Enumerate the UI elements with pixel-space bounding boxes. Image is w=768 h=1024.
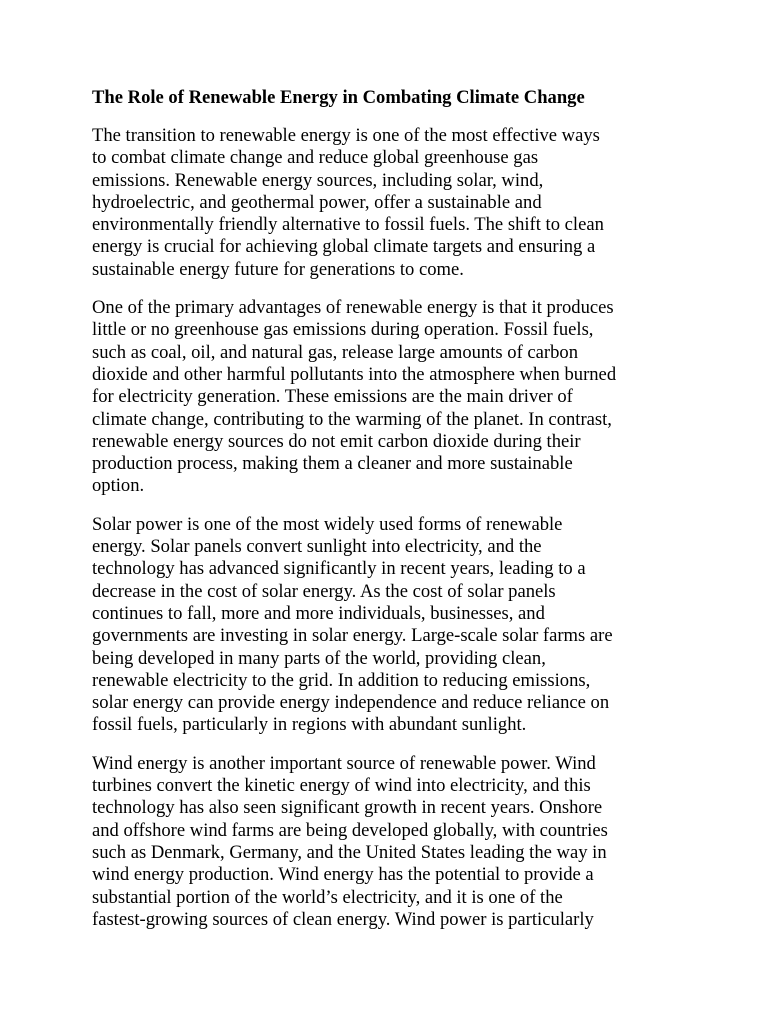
text-line: continues to fall, more and more individuals, businesses, and [92, 602, 545, 624]
text-line: being developed in many parts of the world, providing clean, [92, 647, 546, 669]
text-line: substantial portion of the world’s electricity, and it is one of the [92, 886, 563, 908]
text-line: little or no greenhouse gas emissions during operation. Fossil fuels, [92, 319, 594, 341]
document-body [92, 86, 682, 947]
paragraph-advantages [92, 297, 682, 498]
text-line: such as coal, oil, and natural gas, release large amounts of carbon [92, 341, 579, 363]
text-line: One of the primary advantages of renewable energy is that it produces [92, 297, 614, 319]
document-title: The Role of Renewable Energy in Combating Climate Change [92, 87, 585, 108]
text-line: decrease in the cost of solar energy. As the cost of solar panels [92, 580, 556, 602]
text-line: Wind energy is another important source of renewable power. Wind [92, 752, 596, 774]
text-line: production process, making them a cleaner and more sustainable [92, 453, 573, 475]
text-line: and offshore wind farms are being developed globally, with countries [92, 819, 608, 841]
text-line: fossil fuels, particularly in regions with abundant sunlight. [92, 714, 527, 736]
text-line: technology has advanced significantly in recent years, leading to a [92, 558, 586, 580]
text-line: technology has also seen significant growth in recent years. Onshore [92, 797, 603, 819]
text-line: The transition to renewable energy is one of the most effective ways [92, 125, 600, 146]
text-line: renewable energy sources do not emit carbon dioxide during their [92, 430, 581, 452]
text-line: Solar power is one of the most widely used forms of renewable [92, 513, 563, 535]
text-line: governments are investing in solar energy. Large-scale solar farms are [92, 625, 613, 647]
paragraph-wind [92, 753, 682, 931]
text-line: solar energy can provide energy independence and reduce reliance on [92, 692, 610, 714]
text-line: hydroelectric, and geothermal power, offer a sustainable and [92, 191, 542, 213]
text-line: energy. Solar panels convert sunlight into electricity, and the [92, 536, 542, 558]
paragraph-solar [92, 514, 682, 737]
text-line: fastest-growing sources of clean energy. Wind power is particularly [92, 908, 594, 930]
text-line: turbines convert the kinetic energy of wind into electricity, and this [92, 775, 591, 797]
text-line: environmentally friendly alternative to fossil fuels. The shift to clean [92, 214, 604, 236]
text-line: to combat climate change and reduce global greenhouse gas [92, 147, 539, 169]
text-line: climate change, contributing to the warming of the planet. In contrast, [92, 408, 612, 430]
paragraph-intro [92, 125, 682, 281]
text-line: for electricity generation. These emissions are the main driver of [92, 386, 573, 408]
text-line: renewable electricity to the grid. In addition to reducing emissions, [92, 669, 591, 691]
text-line: such as Denmark, Germany, and the United States leading the way in [92, 841, 607, 863]
text-line: dioxide and other harmful pollutants into the atmosphere when burned [92, 363, 617, 385]
text-line: sustainable energy future for generations to come. [92, 258, 464, 280]
text-line: emissions. Renewable energy sources, including solar, wind, [92, 169, 544, 191]
text-line: option. [92, 475, 145, 497]
text-line: energy is crucial for achieving global climate targets and ensuring a [92, 236, 596, 258]
text-line: wind energy production. Wind energy has the potential to provide a [92, 864, 594, 886]
